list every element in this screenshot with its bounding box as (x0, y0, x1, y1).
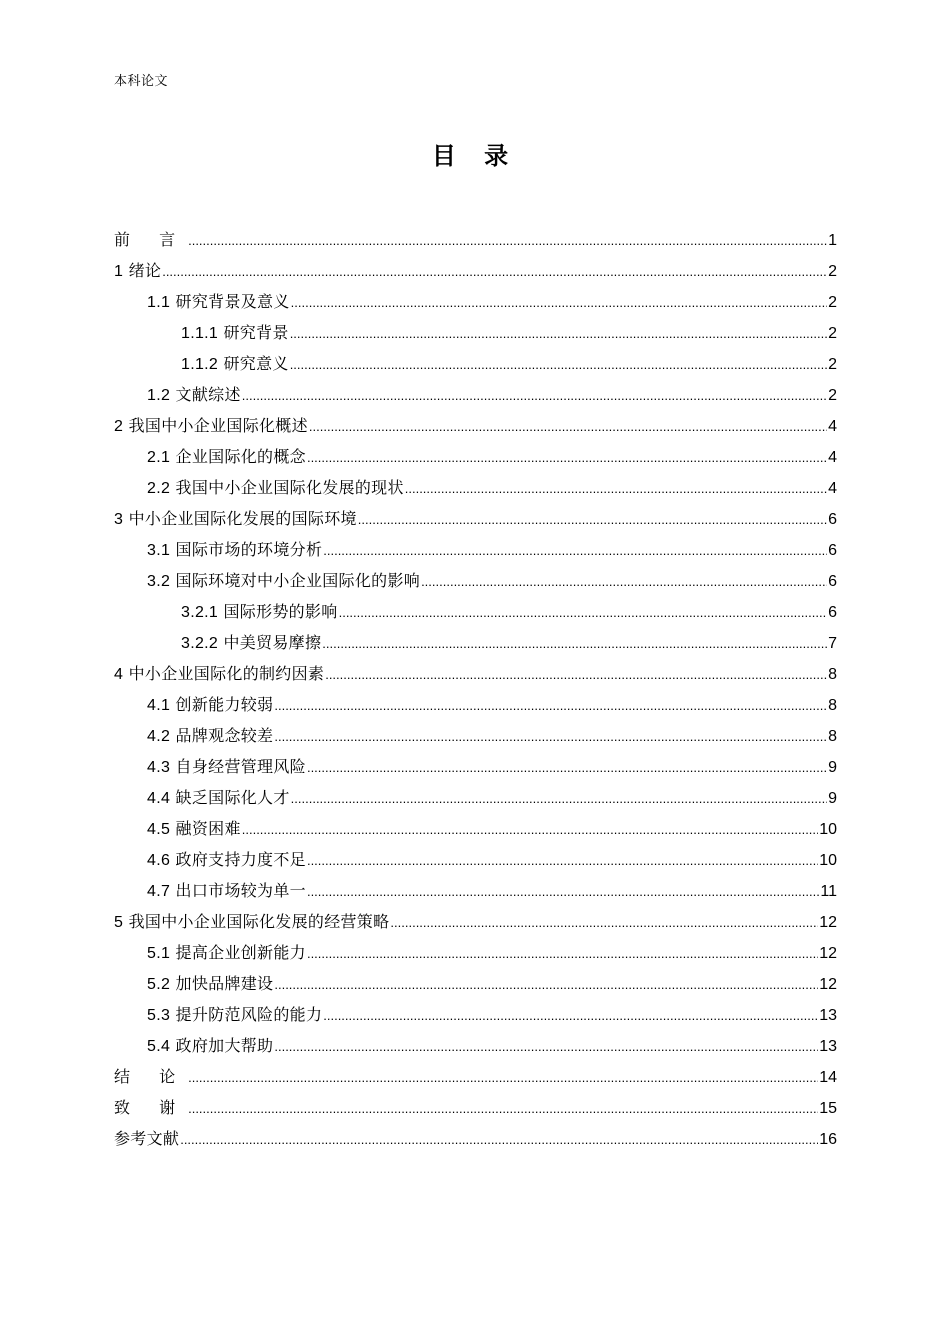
toc-entry[interactable] (114, 1123, 837, 1154)
toc-page-number: 15 (819, 1100, 837, 1117)
toc-entry-number: 3 (114, 511, 124, 528)
toc-entry-text: 致 谢 (114, 1098, 188, 1117)
toc-entry-label (147, 875, 306, 907)
toc-page-number: 10 (819, 852, 837, 869)
toc-leader-dots (162, 256, 827, 287)
toc-page-number: 6 (828, 573, 837, 590)
toc-entry-label (147, 689, 273, 721)
toc-entry-label (114, 906, 389, 938)
toc-entry-number: 1.1 (147, 294, 171, 311)
toc-leader-dots (274, 721, 827, 752)
toc-entry[interactable] (114, 689, 837, 720)
toc-page-number: 8 (828, 697, 837, 714)
toc-entry-text: 出口市场较为单一 (175, 881, 306, 900)
toc-entry-number: 2.1 (147, 449, 171, 466)
toc-leader-dots (188, 1093, 818, 1124)
toc-entry-label (114, 410, 308, 442)
toc-entry-number: 4.6 (147, 852, 171, 869)
toc-entry[interactable] (114, 813, 837, 844)
toc-leader-dots (307, 752, 827, 783)
toc-entry-number: 3.2.1 (181, 604, 219, 621)
toc-page-number: 11 (820, 883, 837, 900)
toc-leader-dots (390, 907, 818, 938)
toc-entry-label (147, 844, 306, 876)
toc-entry-label (114, 1061, 187, 1092)
toc-page-number: 2 (828, 325, 837, 342)
toc-entry[interactable] (114, 627, 837, 658)
toc-page-number: 2 (828, 356, 837, 373)
toc-entry-text: 前 言 (114, 230, 188, 249)
toc-entry-label (147, 968, 273, 1000)
toc-leader-dots (274, 690, 827, 721)
toc-entry-text: 国际形势的影响 (223, 602, 338, 621)
toc-page-number: 6 (828, 542, 837, 559)
toc-entry[interactable] (114, 472, 837, 503)
toc-entry-text: 绪论 (128, 261, 162, 280)
toc-entry-text: 中美贸易摩擦 (223, 633, 322, 652)
toc-entry-label (181, 627, 321, 659)
toc-leader-dots (323, 1000, 818, 1031)
toc-entry-text: 政府支持力度不足 (175, 850, 306, 869)
toc-entry-text: 我国中小企业国际化发展的现状 (175, 478, 404, 497)
toc-entry[interactable] (114, 720, 837, 751)
toc-leader-dots (188, 225, 827, 256)
toc-entry[interactable] (114, 317, 837, 348)
toc-entry-text: 品牌观念较差 (175, 726, 274, 745)
toc-entry-text: 提升防范风险的能力 (175, 1005, 323, 1024)
toc-leader-dots (274, 969, 818, 1000)
toc-entry-label (181, 596, 338, 628)
toc-entry[interactable] (114, 751, 837, 782)
toc-entry-label (114, 1123, 179, 1154)
toc-entry-label (114, 224, 187, 255)
toc-entry-label (147, 286, 290, 318)
toc-leader-dots (290, 349, 827, 380)
toc-page-number: 1 (828, 232, 837, 249)
toc-entry-label (147, 472, 404, 504)
toc-entry[interactable] (114, 348, 837, 379)
toc-entry-label (114, 1092, 187, 1123)
toc-entry-number: 1.1.1 (181, 325, 219, 342)
toc-page-number: 4 (828, 480, 837, 497)
toc-page-number: 9 (828, 790, 837, 807)
toc-entry[interactable] (114, 1092, 837, 1123)
toc-title: 目 录 (431, 141, 519, 170)
toc-entry[interactable] (114, 1061, 837, 1092)
toc-entry-text: 中小企业国际化发展的国际环境 (128, 509, 357, 528)
toc-entry-text: 我国中小企业国际化概述 (128, 416, 308, 435)
toc-entry[interactable] (114, 875, 837, 906)
toc-leader-dots (421, 566, 827, 597)
toc-entry[interactable] (114, 255, 837, 286)
toc-entry-text: 自身经营管理风险 (175, 757, 306, 776)
toc-entry[interactable] (114, 906, 837, 937)
toc-entry[interactable] (114, 534, 837, 565)
toc-leader-dots (339, 597, 828, 628)
toc-entry-label (147, 937, 306, 969)
toc-entry-text: 结 论 (114, 1067, 188, 1086)
toc-entry[interactable] (114, 503, 837, 534)
toc-entry-label (114, 255, 161, 287)
toc-entry-text: 我国中小企业国际化发展的经营策略 (128, 912, 390, 931)
toc-entry-label (147, 534, 322, 566)
toc-entry-number: 1.1.2 (181, 356, 219, 373)
toc-leader-dots (188, 1062, 818, 1093)
toc-page-number: 16 (819, 1131, 837, 1148)
toc-leader-dots (291, 783, 827, 814)
toc-entry-text: 研究背景及意义 (175, 292, 290, 311)
toc-entry-number: 3.1 (147, 542, 171, 559)
toc-entry[interactable] (114, 782, 837, 813)
toc-page-number: 10 (819, 821, 837, 838)
toc-entry-number: 4.2 (147, 728, 171, 745)
toc-entry-number: 4.5 (147, 821, 171, 838)
toc-leader-dots (290, 318, 827, 349)
toc-entry-number: 1.2 (147, 387, 171, 404)
toc-entry-number: 4.7 (147, 883, 171, 900)
toc-leader-dots (242, 380, 827, 411)
toc-entry-number: 4.1 (147, 697, 171, 714)
toc-entry-number: 4.4 (147, 790, 171, 807)
toc-entry-label (147, 720, 273, 752)
toc-page-number: 4 (828, 449, 837, 466)
toc-page-number: 2 (828, 294, 837, 311)
toc-entry[interactable] (114, 658, 837, 689)
toc-entry[interactable] (114, 1030, 837, 1061)
toc-entry-number: 4.3 (147, 759, 171, 776)
toc-leader-dots (274, 1031, 818, 1062)
toc-entry-label (147, 441, 306, 473)
toc-entry-label (147, 565, 420, 597)
toc-page-number: 6 (828, 604, 837, 621)
toc-entry-label (147, 782, 290, 814)
toc-page-number: 2 (828, 387, 837, 404)
toc-entry-text: 国际市场的环境分析 (175, 540, 323, 559)
toc-entry[interactable] (114, 441, 837, 472)
toc-entry[interactable] (114, 968, 837, 999)
toc-entry-text: 研究背景 (223, 323, 289, 342)
toc-leader-dots (307, 442, 827, 473)
toc-entry-label (181, 317, 289, 349)
toc-leader-dots (309, 411, 827, 442)
toc-leader-dots (307, 876, 819, 907)
toc-entry-label (114, 658, 324, 690)
toc-entry-text: 加快品牌建设 (175, 974, 274, 993)
toc-leader-dots (242, 814, 818, 845)
toc-entry-text: 提高企业创新能力 (175, 943, 306, 962)
toc-page-number: 12 (819, 914, 837, 931)
toc-page-number: 13 (819, 1038, 837, 1055)
toc-leader-dots (323, 535, 827, 566)
toc-entry-label (147, 999, 322, 1031)
toc-entry-number: 1 (114, 263, 124, 280)
toc-leader-dots (307, 845, 818, 876)
toc-entry[interactable] (114, 937, 837, 968)
toc-entry[interactable] (114, 844, 837, 875)
toc-leader-dots (405, 473, 827, 504)
toc-page-number: 12 (819, 945, 837, 962)
toc-entry-number: 3.2 (147, 573, 171, 590)
toc-page-number: 9 (828, 759, 837, 776)
toc-entry[interactable] (114, 224, 837, 255)
toc-entry-text: 政府加大帮助 (175, 1036, 274, 1055)
page-header: 本科论文 (114, 74, 169, 89)
toc-entry-text: 研究意义 (223, 354, 289, 373)
toc-page-number: 14 (819, 1069, 837, 1086)
toc-entry-text: 参考文献 (114, 1129, 180, 1148)
toc-entry-number: 5.1 (147, 945, 171, 962)
toc-entry[interactable] (114, 596, 837, 627)
toc-entry[interactable] (114, 565, 837, 596)
toc-entry-label (147, 379, 241, 411)
toc-entry-label (114, 503, 357, 535)
table-of-contents (114, 224, 837, 1154)
toc-page-number: 12 (819, 976, 837, 993)
toc-page-number: 7 (828, 635, 837, 652)
toc-entry[interactable] (114, 379, 837, 410)
toc-entry-text: 融资困难 (175, 819, 241, 838)
toc-entry-label (147, 813, 241, 845)
toc-page-number: 8 (828, 728, 837, 745)
toc-leader-dots (322, 628, 827, 659)
toc-entry-text: 企业国际化的概念 (175, 447, 306, 466)
toc-entry-text: 创新能力较弱 (175, 695, 274, 714)
toc-entry-number: 3.2.2 (181, 635, 219, 652)
toc-page-number: 8 (828, 666, 837, 683)
toc-leader-dots (325, 659, 827, 690)
toc-entry[interactable] (114, 286, 837, 317)
toc-entry-number: 5.3 (147, 1007, 171, 1024)
toc-entry-number: 5.2 (147, 976, 171, 993)
toc-leader-dots (358, 504, 827, 535)
toc-entry-label (147, 1030, 273, 1062)
toc-entry-number: 5.4 (147, 1038, 171, 1055)
toc-entry-text: 中小企业国际化的制约因素 (128, 664, 325, 683)
toc-page-number: 2 (828, 263, 837, 280)
toc-page-number: 6 (828, 511, 837, 528)
toc-leader-dots (180, 1124, 818, 1155)
toc-entry[interactable] (114, 999, 837, 1030)
toc-entry-label (181, 348, 289, 380)
toc-entry-label (147, 751, 306, 783)
toc-entry-number: 2.2 (147, 480, 171, 497)
toc-entry-text: 国际环境对中小企业国际化的影响 (175, 571, 421, 590)
toc-entry-number: 2 (114, 418, 124, 435)
toc-entry-text: 文献综述 (175, 385, 241, 404)
toc-leader-dots (291, 287, 827, 318)
toc-page-number: 13 (819, 1007, 837, 1024)
toc-entry-number: 5 (114, 914, 124, 931)
toc-leader-dots (307, 938, 818, 969)
toc-entry-number: 4 (114, 666, 124, 683)
toc-entry-text: 缺乏国际化人才 (175, 788, 290, 807)
toc-page-number: 4 (828, 418, 837, 435)
toc-entry[interactable] (114, 410, 837, 441)
